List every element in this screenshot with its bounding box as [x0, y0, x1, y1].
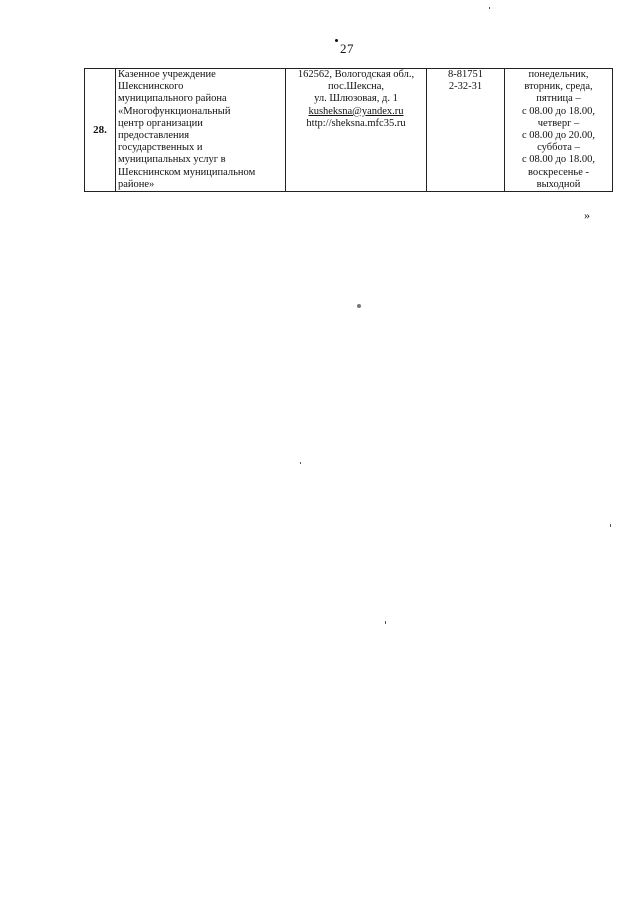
name-line: предоставления	[118, 130, 190, 142]
hours-line: с 08.00 до 20.00,	[521, 130, 595, 142]
scan-speck	[357, 304, 361, 308]
organization-name-cell	[116, 69, 286, 192]
hours-line: с 08.00 до 18.00,	[521, 105, 595, 117]
scan-speck	[385, 621, 386, 624]
address-line: ул. Шлюзовая, д. 1	[314, 93, 398, 105]
name-line: муниципальных услуг в	[118, 154, 226, 166]
hours-line: суббота –	[537, 142, 580, 154]
website-link[interactable]: http://sheksna.mfc35.ru	[306, 117, 406, 129]
working-hours-cell	[505, 69, 613, 192]
closing-quote: »	[584, 208, 590, 222]
name-line: центр организации	[118, 117, 203, 129]
name-line: муниципального района	[118, 93, 227, 105]
name-line: Шекснинском муниципальном	[118, 166, 256, 178]
registry-table	[84, 68, 613, 192]
scan-speck	[489, 7, 490, 9]
phone-line: 8-81751	[448, 69, 483, 80]
name-line: «Многофункциональный	[118, 105, 231, 117]
scan-speck	[610, 524, 611, 527]
address-cell	[286, 69, 427, 192]
hours-line: четверг –	[537, 117, 580, 129]
email-link[interactable]: kusheksna@yandex.ru	[308, 105, 404, 117]
hours-line: воскресенье -	[528, 166, 589, 178]
phone-cell	[427, 69, 505, 192]
row-number-cell: 28.	[85, 69, 116, 192]
hours-line: понедельник,	[528, 69, 589, 80]
name-line: Шекснинского	[118, 81, 184, 93]
name-line: государственных и	[118, 142, 203, 154]
name-line: Казенное учреждение	[118, 69, 216, 80]
hours-line: вторник, среда,	[524, 81, 593, 93]
address-line: пос.Шексна,	[327, 81, 385, 93]
hours-line: с 08.00 до 18.00,	[521, 154, 595, 166]
hours-line: пятница –	[536, 93, 581, 105]
table-row	[85, 69, 613, 192]
scan-speck	[300, 462, 301, 464]
name-line: районе»	[118, 178, 155, 190]
address-line: 162562, Вологодская обл.,	[297, 69, 415, 80]
hours-line: выходной	[536, 178, 581, 190]
phone-line: 2-32-31	[448, 81, 483, 93]
page-number: 27	[340, 41, 354, 56]
